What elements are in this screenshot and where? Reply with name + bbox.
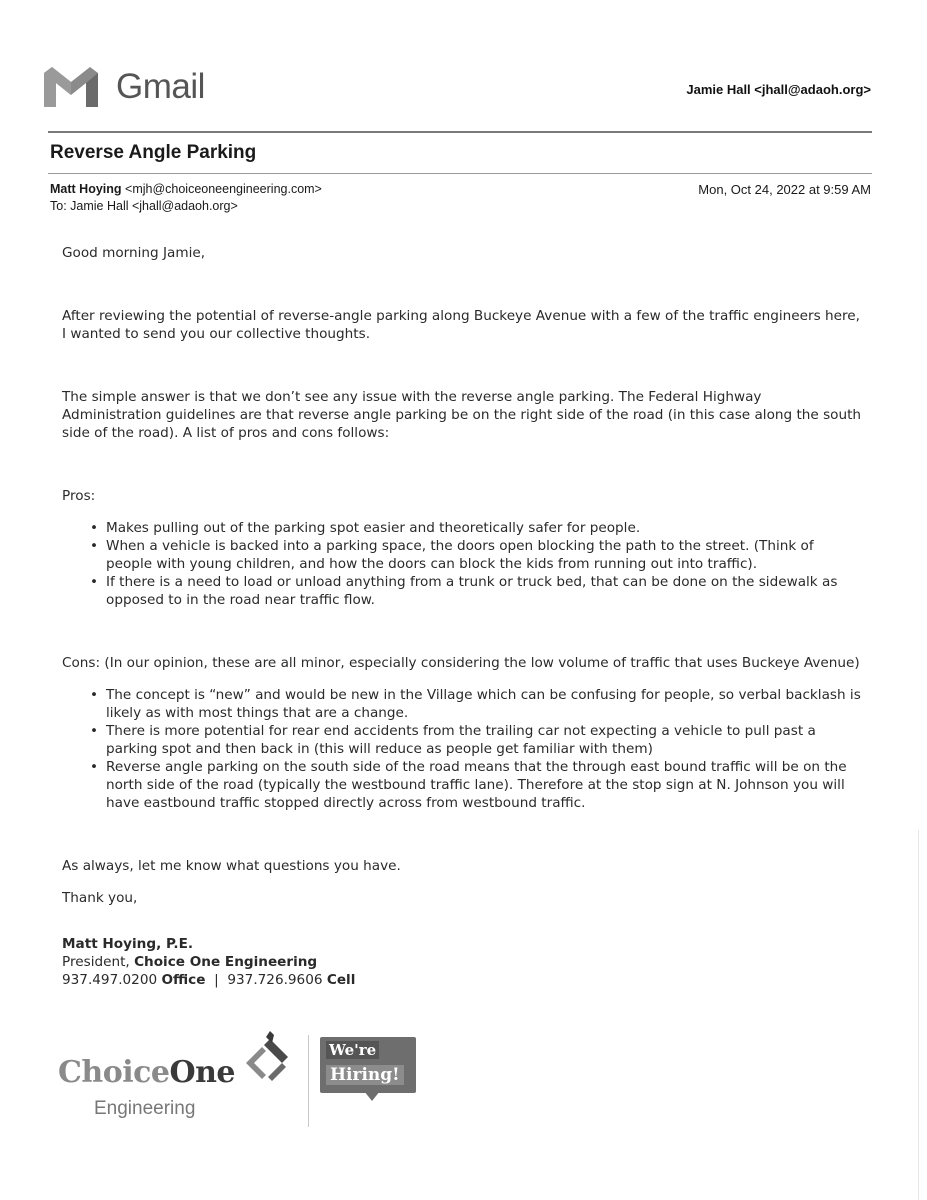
email-subject: Reverse Angle Parking (50, 142, 257, 163)
paragraph-intro: After reviewing the potential of reverse-angle parking along Buckeye Avenue with a few of the traffic engineers here, I wanted to send you our collective thoughts. (62, 308, 860, 342)
cell-label: Cell (326, 972, 356, 988)
from-line (50, 181, 322, 198)
signature-company: Choice One Engineering (134, 954, 318, 970)
recipient-line: To: Jamie Hall <jhall@adaoh.org> (50, 199, 238, 213)
subject-divider (48, 173, 872, 174)
hiring-line-1: We're (326, 1041, 379, 1059)
pros-heading: Pros: (62, 488, 96, 504)
signature-phones (62, 971, 862, 989)
paragraph-summary: The simple answer is that we don’t see any issue with the reverse angle parking. The Federal Highway Administration guidelines are that reverse angle parking be on the right side of the road (in this case along the south side of the road). A list of pros and cons follows: (62, 389, 862, 441)
sender-email: <mjh@choiceoneengineering.com> (125, 182, 322, 196)
greeting: Good morning Jamie, (62, 245, 206, 261)
cons-heading: Cons: (In our opinion, these are all minor, especially considering the low volume of traffic that uses Buckeye Avenue) (62, 655, 860, 671)
logo-choice-text: Choice (58, 1055, 170, 1090)
signature (62, 935, 862, 989)
account-email[interactable]: Jamie Hall <jhall@adaoh.org> (686, 82, 871, 97)
signature-name: Matt Hoying, P.E. (62, 936, 194, 952)
sender-name: Matt Hoying (50, 182, 122, 196)
cons-list (62, 686, 862, 812)
gmail-logo[interactable] (40, 62, 205, 112)
phone-separator: | (214, 972, 219, 988)
hiring-badge[interactable] (320, 1037, 416, 1101)
sender-block (50, 181, 322, 215)
choice-one-logo[interactable] (58, 1055, 235, 1090)
message-date: Mon, Oct 24, 2022 at 9:59 AM (698, 182, 871, 197)
logo-engineering-text: Engineering (94, 1098, 196, 1119)
pros-list (62, 519, 862, 609)
choice-one-diamond-icon (236, 1031, 298, 1089)
message-body (62, 244, 862, 989)
scan-edge (918, 830, 919, 1200)
list-item: • Reverse angle parking on the south side of the road means that the through east bound traffic will be on the north side of the road (typically the westbound traffic lane). Therefore at the stop sign at N. Johnson you will have eastbound traffic stopped directly across from westbound traffic. (106, 758, 862, 812)
list-item: • When a vehicle is backed into a parking space, the doors open blocking the path to the street. (Think of people with young children, and how the doors can block the kids from running out into traffic). (106, 537, 862, 573)
gmail-m-icon (40, 65, 102, 109)
closing-line: As always, let me know what questions you have. (62, 858, 401, 874)
list-item: • If there is a need to load or unload anything from a trunk or truck bed, that can be done on the sidewalk as opposed to in the road near traffic flow. (106, 573, 862, 609)
office-phone[interactable]: 937.497.0200 (62, 972, 158, 988)
list-item: • The concept is “new” and would be new in the Village which can be confusing for people, so verbal backlash is likely as with most things that are a change. (106, 686, 862, 722)
list-item: • There is more potential for rear end accidents from the trailing car not expecting a vehicle to pull past a parking spot and then back in (this will reduce as people get familiar with them) (106, 722, 862, 758)
logo-divider (308, 1035, 309, 1127)
list-item: • Makes pulling out of the parking spot easier and theoretically safer for people. (106, 519, 862, 537)
cell-phone[interactable]: 937.726.9606 (227, 972, 323, 988)
logo-one-text: One (169, 1055, 235, 1090)
header-divider (48, 131, 872, 133)
office-label: Office (161, 972, 206, 988)
signature-title: President, Choice One Engineering (62, 954, 318, 970)
hiring-line-2: Hiring! (326, 1065, 404, 1085)
thanks-line: Thank you, (62, 890, 138, 906)
signature-logos (58, 1035, 438, 1130)
gmail-wordmark: Gmail (116, 67, 205, 106)
